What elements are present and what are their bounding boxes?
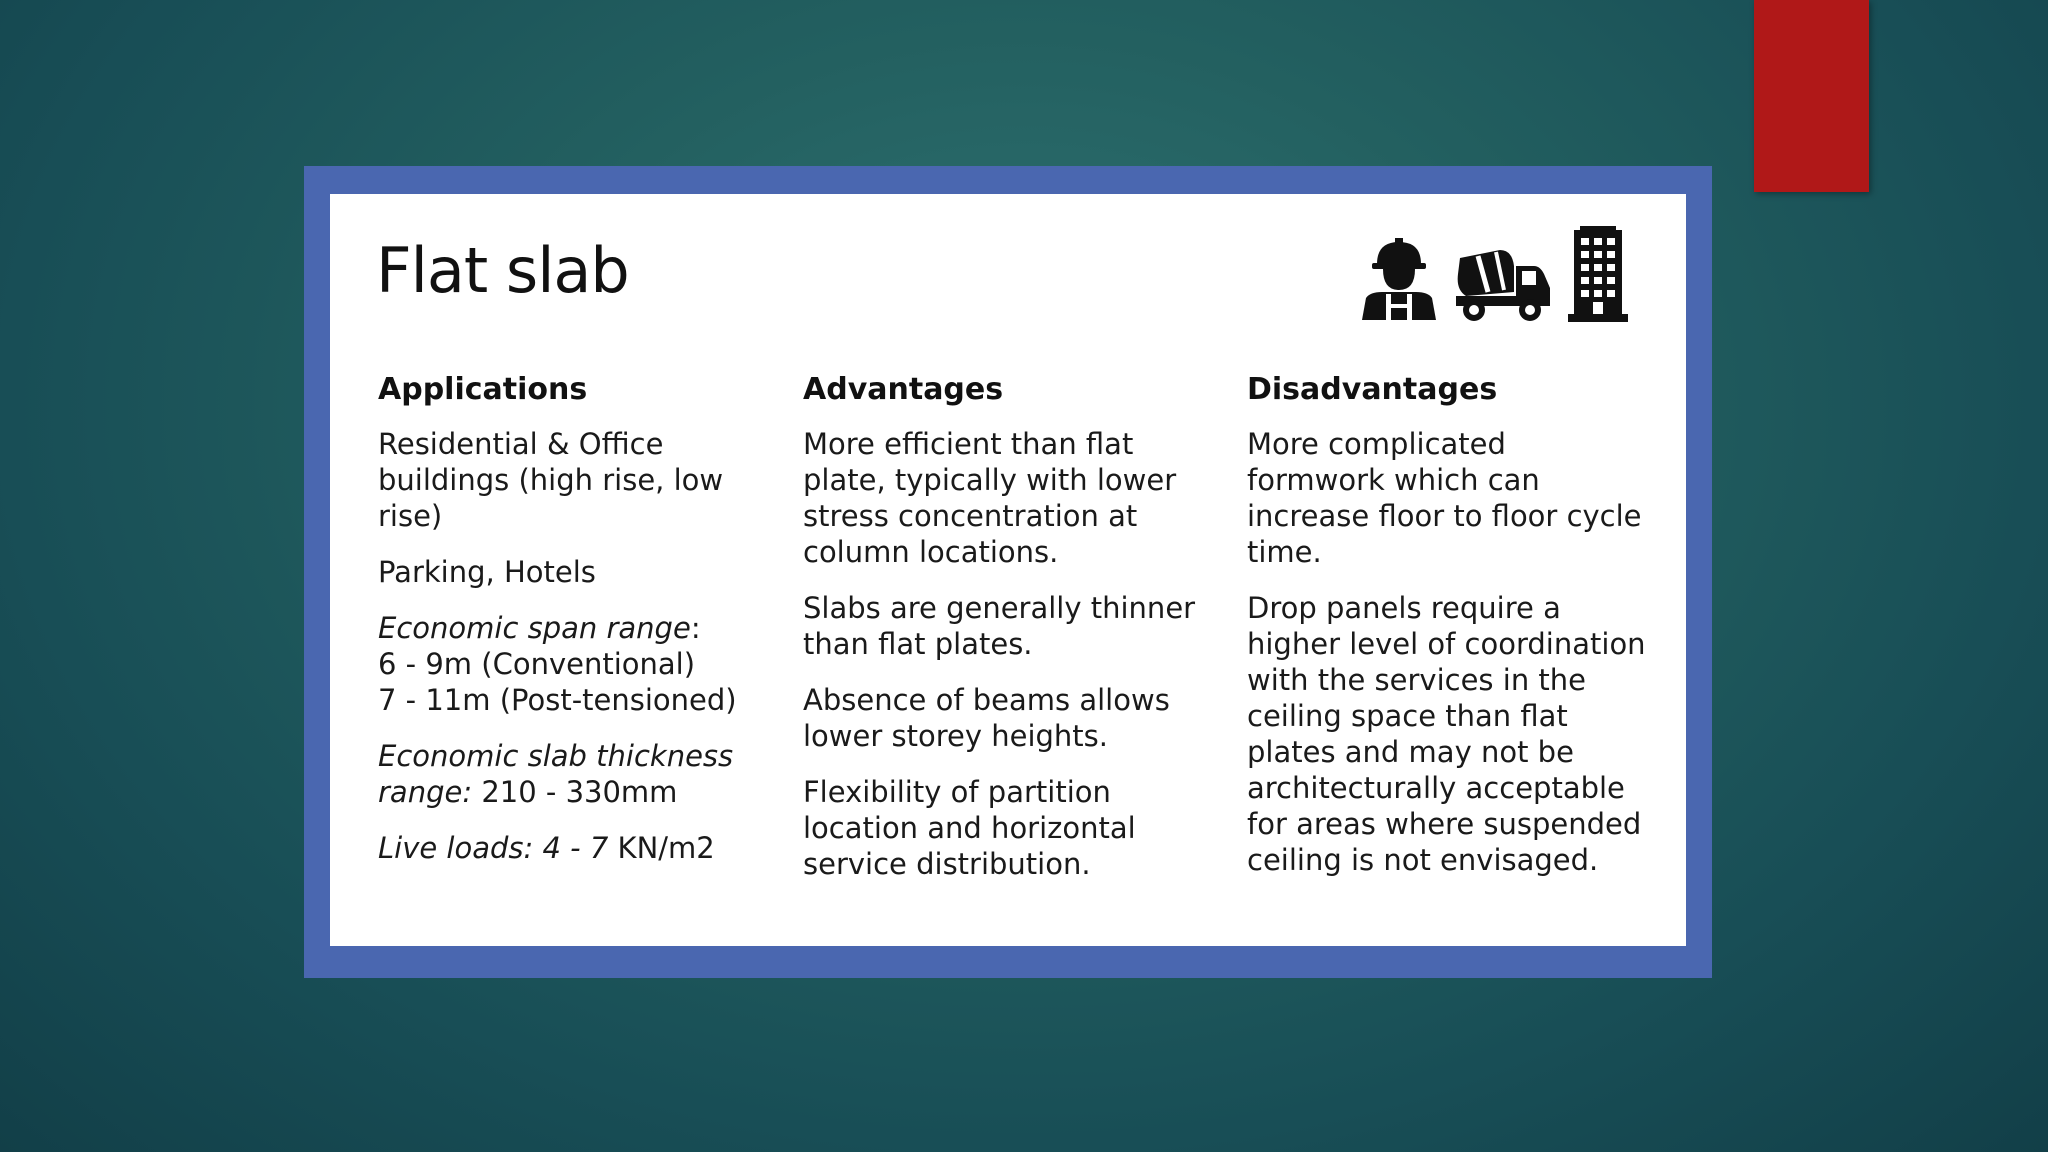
economic-slab-thickness <box>378 738 778 810</box>
advantages-column <box>803 372 1203 902</box>
red-accent-block <box>1754 0 1869 192</box>
span-range-label: Economic span range <box>378 611 691 645</box>
economic-span-range <box>378 610 778 718</box>
live-loads-unit: KN/m2 <box>608 831 715 865</box>
icon-group <box>1358 224 1630 322</box>
slide-card <box>330 194 1686 946</box>
advantage-item: Absence of beams allows lower storey heights. <box>803 683 1170 753</box>
span-post-tensioned: 7 - 11m (Post-tensioned) <box>378 683 737 717</box>
span-conventional: 6 - 9m (Conventional) <box>378 647 696 681</box>
applications-heading: Applications <box>378 372 588 407</box>
advantage-item: More efficient than flat plate, typically with lower stress concentration at column locations. <box>803 427 1177 569</box>
advantage-item: Slabs are generally thinner than flat plates. <box>803 591 1196 661</box>
disadvantage-item: Drop panels require a higher level of coordination with the services in the ceiling space than flat plates and may not be architecturally acceptable for areas where suspended ceiling is not envisaged. <box>1247 591 1646 877</box>
advantages-heading: Advantages <box>803 372 1004 407</box>
span-range-colon: : <box>690 611 701 645</box>
disadvantage-item: More complicated formwork which can increase floor to floor cycle time. <box>1247 427 1642 569</box>
slide-card-frame <box>304 166 1712 978</box>
applications-column <box>378 372 778 886</box>
advantage-item: Flexibility of partition location and horizontal service distribution. <box>803 775 1136 881</box>
applications-item-buildings: Residential & Office buildings (high rise, low rise) <box>378 427 724 533</box>
disadvantages-heading: Disadvantages <box>1247 372 1498 407</box>
office-building-icon <box>1566 224 1630 322</box>
thickness-label: Economic slab thickness range: <box>378 739 734 809</box>
live-loads <box>378 830 778 866</box>
thickness-value: 210 - 330mm <box>472 775 678 809</box>
applications-item-parking: Parking, Hotels <box>378 555 596 589</box>
concrete-mixer-truck-icon <box>1454 246 1552 322</box>
disadvantages-column <box>1247 372 1652 898</box>
slide-title: Flat slab <box>376 234 629 307</box>
construction-worker-icon <box>1358 234 1440 322</box>
live-loads-label: Live loads: 4 - 7 <box>378 831 609 865</box>
